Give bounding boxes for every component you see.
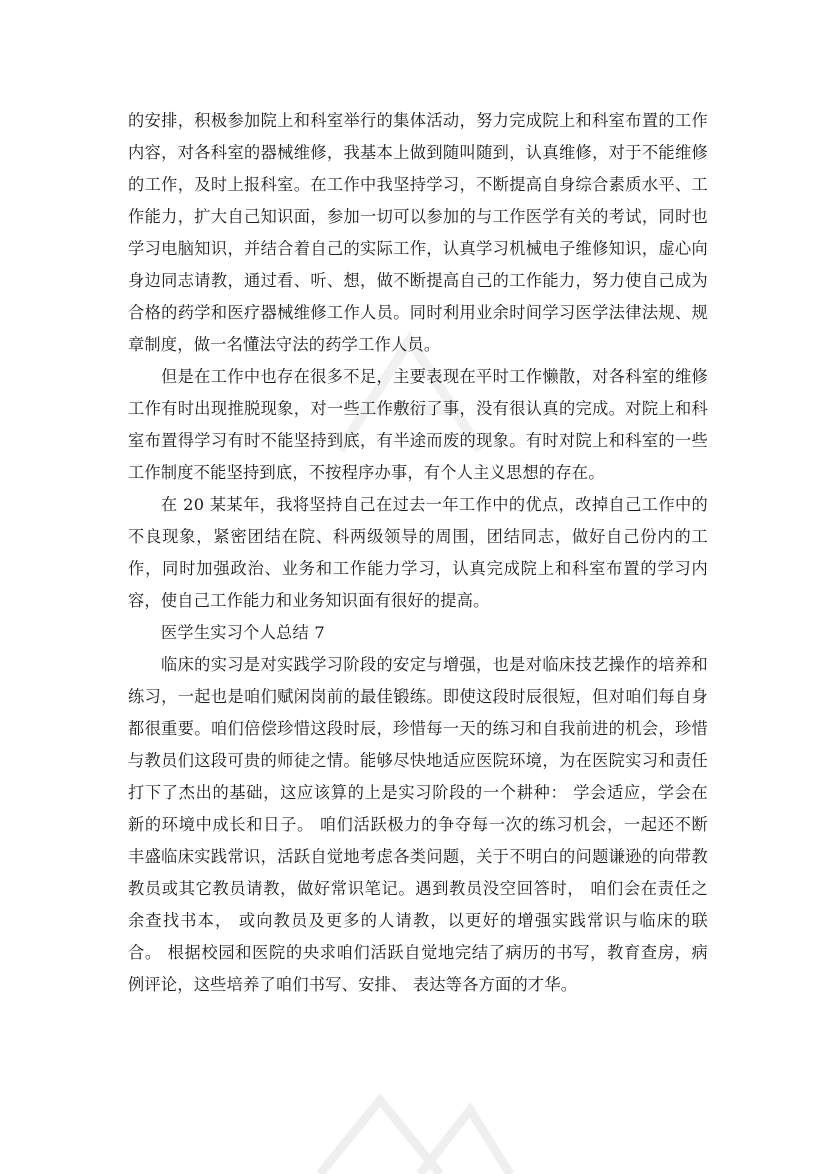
paragraph-3: 在 20 某某年，我将坚持自己在过去一年工作中的优点，改掉自己工作中的不良现象，紧密团结在院、科两级领导的周围，团结同志，做好自己份内的工作，同时加强政治、业务和工作能力学习，认真完成院上和科室布置的学习内容，使自己工作能力和业务知识面有很好的提高。 [128, 495, 708, 610]
paragraph-1: 的安排，积极参加院上和科室举行的集体活动，努力完成院上和科室布置的工作内容，对各科室的器械维修，我基本上做到随叫随到，认真维修，对于不能维修的工作，及时上报科室。在工作中我坚持学习，不断提高自身综合素质水平、工作能力，扩大自己知识面，参加一切可以参加的与工作医学有关的考试，同时也学习电脑知识，并结合着自己的实际工作，认真学习机械电子维修知识，虚心向身边同志请教，通过看、听、想，做不断提高自己的工作能力，努力使自己成为合格的药学和医疗器械维修工作人员。同时利用业余时间学习医学法律法规、规章制度，做一名懂法守法的药学工作人员。 [128, 111, 708, 354]
paragraph-4: 临床的实习是对实践学习阶段的安定与增强，也是对临床技艺操作的培养和练习，一起也是咱们赋闲岗前的最佳锻练。即使这段时辰很短，但对咱们每自身都很重要。咱们倍偿珍惜这段时辰，珍惜每一天的练习和自我前进的机会，珍惜与教员们这段可贵的师徒之情。能够尽快地适应医院环境，为在医院实习和责任打下了杰出的基础，这应该算的上是实习阶段的一个耕种： 学会适应，学会在新的环境中成长和日子。 咱们活跃极力的争夺每一次的练习机会，一起还不断丰盛临床实践常识，活跃自觉地考虑各类问题，关于不明白的问题谦逊的向带教教员或其它教员请教，做好常识笔记。遇到教员没空回答时， 咱们会在责任之余查找书本， 或向教员及更多的人请教，以更好的增强实践常识与临床的联合。 根据校园和医院的央求咱们活跃自觉地完结了病历的书写，教育查房，病例评论，这些培养了咱们书写、安排、 表达等各方面的才华。 [128, 655, 708, 994]
watermark-stamp-icon [300, 1080, 520, 1174]
section-heading: 医学生实习个人总结 7 [161, 623, 325, 642]
paragraph-2: 但是在工作中也存在很多不足，主要表现在平时工作懒散，对各科室的维修工作有时出现推脱现象，对一些工作敷衍了事，没有很认真的完成。对院上和科室布置得学习有时不能坚持到底，有半途而废的现象。有时对院上和科室的一些工作制度不能坚持到底，不按程序办事，有个人主义思想的存在。 [128, 367, 708, 482]
document-body [128, 105, 708, 1001]
